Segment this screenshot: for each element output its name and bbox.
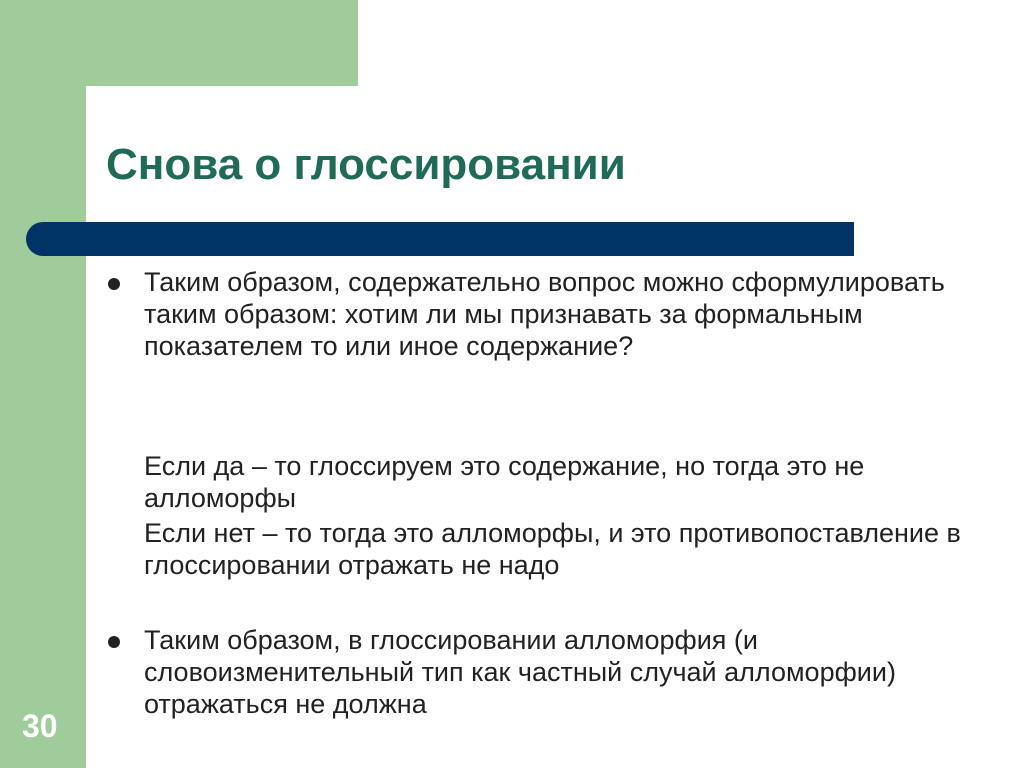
sub-item: Если да – то глоссируем это содержание, но тогда это не алломорфы bbox=[144, 451, 865, 513]
green-top-band bbox=[0, 0, 358, 86]
slide-title: Снова о глоссировании bbox=[106, 140, 626, 189]
bullet-item: Таким образом, содержательно вопрос можно сформулировать таким образом: хотим ли мы признавать за формальным показателем то или иное содержание? bbox=[144, 267, 945, 361]
bullet-item: Таким образом, в глоссировании алломорфия (и словоизменительный тип как частный случай алломорфии) отражаться не должна bbox=[144, 625, 896, 719]
green-side-band bbox=[0, 0, 86, 768]
page-number: 30 bbox=[22, 708, 58, 744]
bullet-dot-icon bbox=[108, 636, 120, 648]
sub-item: Если нет – то тогда это алломорфы, и это противопоставление в глоссировании отражать не надо bbox=[144, 518, 961, 580]
bullet-dot-icon bbox=[108, 278, 120, 290]
title-rule bbox=[26, 222, 854, 256]
